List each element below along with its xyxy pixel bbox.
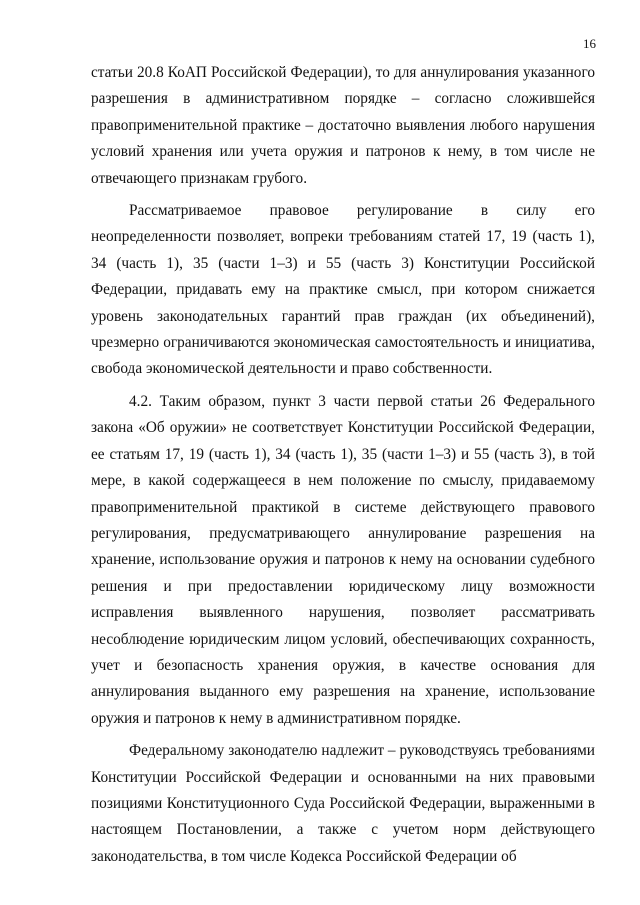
paragraph-regulation-uncertainty: Рассматриваемое правовое регулирование в силу его неопределенности позволяет, вопреки требованиям статей 17, 19 (часть 1), 34 (часть 1), 35 (части 1–3) и 55 (часть 3) Конституции Российской Федерации, придавать ему на практике смысл, при котором снижается уровень законодательных гарантий прав граждан (их объединений), чрезмерно ограничиваются экономическая самостоятельность и инициатива, свобода экономической деятельности и право собственности. [91,202,595,378]
paragraph-continuation: статьи 20.8 КоАП Российской Федерации), то для аннулирования указанного разрешения в административном порядке – согласно сложившейся правоприменительной практике – достаточно выявления любого нарушения условий хранения или учета оружия и патронов к нему, в том числе не отвечающего признакам грубого. [91,64,595,187]
paragraph-conclusion-4-2: 4.2. Таким образом, пункт 3 части первой статьи 26 Федерального закона «Об оружии» не соответствует Конституции Российской Федерации, ее статьям 17, 19 (часть 1), 34 (часть 1), 35 (части 1–3) и 55 (часть 3), в той мере, в какой содержащееся в нем положение по смыслу, придаваемому правоприменительной практикой в системе действующего правового регулирования, предусматривающего аннулирование разрешения на хранение, использование оружия и патронов к нему на основании судебного решения и при предоставлении юридическому лицу возможности исправления выявленного нарушения, позволяет рассматривать несоблюдение юридическим лицом условий, обеспечивающих сохранность, учет и безопасность хранения оружия, в качестве основания для аннулирования выданного ему разрешения на хранение, использование оружия и патронов к нему в административном порядке. [91,392,595,727]
document-body [91,60,595,870]
page-number: 16 [583,36,596,51]
paragraph-legislator-duty: Федеральному законодателю надлежит – руководствуясь требованиями Конституции Российской Федерации и основанными на них правовыми позициями Конституционного Суда Российской Федерации, выраженными в настоящем Постановлении, а также с учетом норм действующего законодательства, в том числе Кодекса Российской Федерации об [91,742,595,865]
